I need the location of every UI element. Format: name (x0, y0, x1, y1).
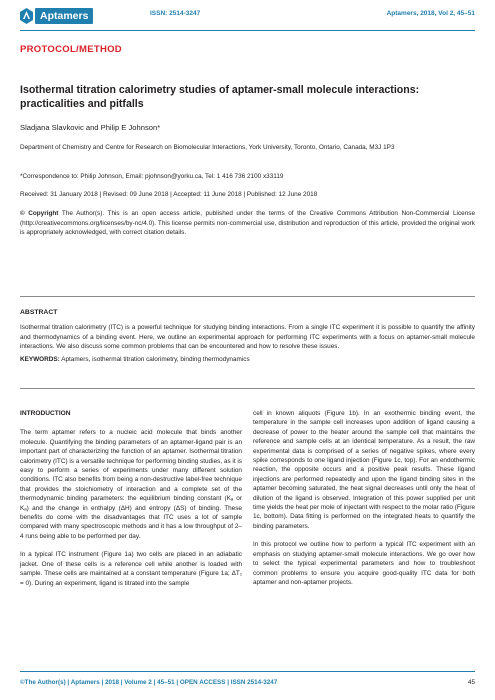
correspondence: *Correspondence to: Philip Johnson, Email: pjohnson@yorku.ca, Tel: 1 416 736 2100 x33119 (20, 173, 284, 180)
intro-paragraph-4: In this protocol we outline how to perform a typical ITC experiment with an emphasis on studying aptamer-small molecule interactions. We go over how to select the typical experimental parameters and how to troubleshoot common problems to ensure you acquire good-quality ITC data for both aptamer and non-aptamer projects. (253, 541, 475, 586)
journal-logo (20, 8, 93, 24)
article-type: PROTOCOL/METHOD (20, 44, 122, 55)
journal-issn: ISSN: 2514-3247 (150, 10, 201, 17)
author-affiliation: Department of Chemistry and Centre for Research on Biomolecular Interactions, York University, Toronto, Ontario, Canada, M3J 1P3 (20, 144, 395, 151)
article-authors: Sladjana Slavkovic and Philip E Johnson* (20, 123, 161, 132)
keywords-text: Aptamers, isothermal titration calorimetry, binding thermodynamics (61, 356, 250, 363)
copyright-label: © Copyright (20, 210, 59, 217)
logo-wordmark: Aptamers (35, 8, 93, 24)
abstract-bottom-divider (20, 388, 475, 389)
body-column-left (20, 409, 242, 597)
page-number: 45 (467, 679, 475, 686)
abstract-top-divider (20, 296, 475, 297)
keywords (20, 356, 475, 363)
footer-divider (20, 671, 475, 672)
body-column-right (253, 409, 475, 596)
introduction-heading: INTRODUCTION (20, 410, 71, 417)
abstract-body: Isothermal titration calorimetry (ITC) is a powerful technique for studying binding interactions. From a single ITC experiment it is possible to quantify the affinity and thermodynamics of a binding event. Here, we outline an experimental approach for performing ITC experiments with a focus on aptamer-small molecule interactions. We also discuss some common problems that can be encountered and how to resolve these issues. (20, 324, 475, 350)
publication-dates: Received: 31 January 2018 | Revised: 09 June 2018 | Accepted: 11 June 2018 | Published: 12 June 2018 (20, 191, 318, 198)
header-divider (20, 30, 475, 31)
intro-paragraph-3: cell in known aliquots (Figure 1b). In an exothermic binding event, the temperature in the sample cell increases upon addition of ligand causing a decrease of power to the heater around the sample cell that maintains the reference and sample cells at an identical temperature. As a result, the raw experimental data is comprised of a series of negative spikes, where every spike corresponds to one ligand injection (Figure 1c, top). For an endothermic reaction, the opposite occurs and a positive peak results. These ligand injections are performed repeatedly and upon the ligand binding sites in the aptamer becoming saturated, the heat signal decreases until only the heat of dilution of the ligand is observed. Integration of this power supplied per unit time yields the heat per mole of injectant with respect to the molar ratio (Figure 1c, bottom). Data fitting is performed on the integrated heats to quantify the binding parameters. (253, 410, 475, 530)
journal-reference: Aptamers, 2018, Vol 2, 45–51 (386, 10, 475, 17)
copyright-notice (20, 209, 475, 238)
intro-paragraph-2: In a typical ITC instrument (Figure 1a) two cells are placed in an adiabatic jacket. One of these cells is a reference cell while another is loaded with sample. These cells are maintained at a constant temperature (Figure 1a; ΔT₁ = 0). During an experiment, ligand is titrated into the sample (20, 551, 242, 587)
intro-paragraph-1: The term aptamer refers to a nucleic acid molecule that binds another molecule. Quantifying the binding parameters of an aptamer-ligand pair is an important part of characterizing the function of an aptamer. Isothermal titration calorimetry (ITC) is a versatile technique for performing binding studies, as it is easy to perform a series of experiments under many different solution conditions. ITC also benefits from being a non-destructive label-free technique that provides the stoichiometry of interaction and a complete set of the thermodynamic binding parameters: the equilibrium binding constant (Kₐ or Kₐ) and the change in enthalpy (ΔH) and entropy (ΔS) of binding. These benefits do come with the disadvantages that ITC uses a lot of sample compared with many spectroscopic methods and it has a low throughput of 2–4 runs being able to be performed per day. (20, 429, 242, 540)
abstract-heading: ABSTRACT (20, 309, 58, 316)
keywords-label: KEYWORDS: (20, 356, 60, 363)
copyright-text: The Author(s). This is an open access article, published under the terms of the Creative Commons Attribution Non-Commercial License (http://creativecommons.org/licenses/by-nc/4.0). This license permits non-commercial use, distribution and reproduction of this article, provided the original work is appropriately acknowledged, with correct citation details. (20, 210, 475, 236)
footer-citation: ©The Author(s) | Aptamers | 2018 | Volume 2 | 45–51 | OPEN ACCESS | ISSN 2514-3247 (20, 679, 278, 686)
article-title: Isothermal titration calorimetry studies of aptamer-small molecule interactions: practicalities and pitfalls (20, 84, 420, 110)
aptamers-logo-icon (20, 8, 33, 24)
